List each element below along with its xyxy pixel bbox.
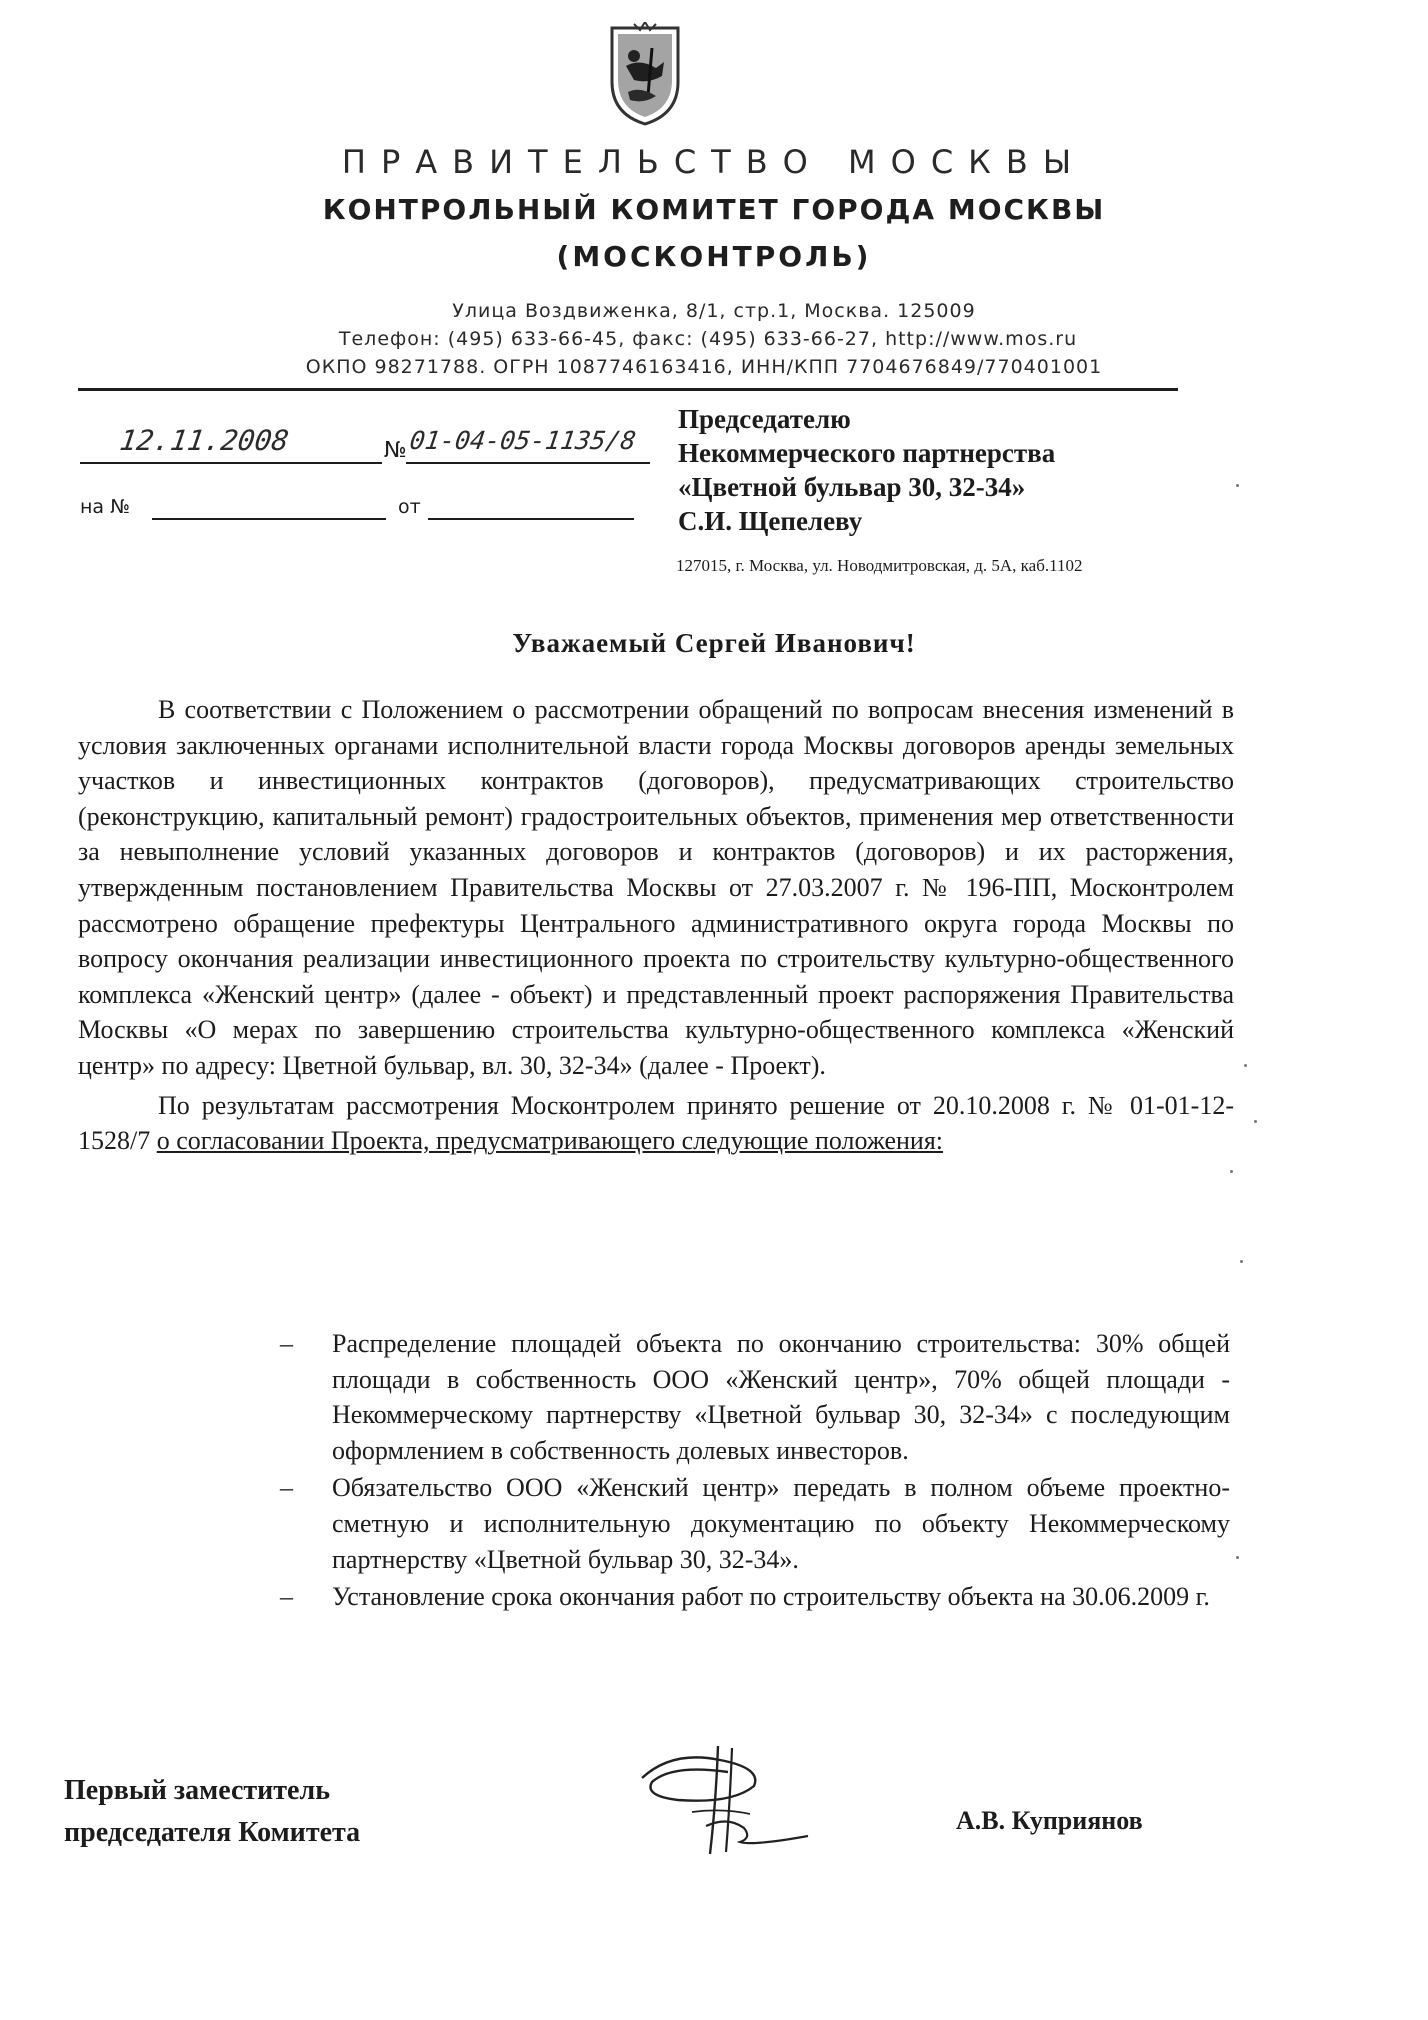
scan-speck: [1254, 1120, 1257, 1123]
list-dash: –: [280, 1473, 293, 1503]
scan-speck: [1236, 484, 1239, 487]
scan-speck: [1230, 1170, 1233, 1173]
signatory-name: А.В. Куприянов: [956, 1806, 1143, 1835]
committee-codes: ОКПО 98271788. ОГРН 1087746163416, ИНН/КПП 7704676849/770401001: [305, 356, 1103, 378]
decision-text: По результатам рассмотрения Москонтролем принято решение от 20.10.2008 г. № 01-01-12-1528/7: [78, 1090, 1234, 1156]
handwritten-signature: [632, 1742, 812, 1862]
list-item: [280, 1579, 1230, 1615]
addressee-address: 127015, г. Москва, ул. Новодмитровская, д. 5А, каб.1102: [676, 556, 1083, 575]
position-line: председателя Комитета: [64, 1817, 361, 1848]
reply-number-blank: [152, 518, 386, 520]
addressee-line: С.И. Щепелеву: [678, 506, 863, 536]
list-item-text: Установление срока окончания работ по строительству объекта на 30.06.2009 г.: [332, 1582, 1210, 1612]
list-item: [280, 1326, 1230, 1468]
addressee-line: «Цветной бульвар 30, 32-34»: [678, 472, 1026, 502]
scan-speck: [1244, 1064, 1247, 1067]
body-paragraph: В соответствии с Положением о рассмотрении обращений по вопросам внесения изменений в условия заключенных органами исполнительной власти города Москвы договоров аренды земельных участков и инвестиционных контрактов (договоров), предусматривающих строительство (реконструкцию, капитальный ремонт) градостроительных объектов, применения мер ответственности за невыполнение условий указанных договоров и контрактов (договоров) и их расторжения, утвержденным постановлением Правительства Москвы от 27.03.2007 г. № 196-ПП, Москонтролем рассмотрено обращение префектуры Центрального административного округа города Москвы по вопросу окончания реализации инвестиционного проекта по строительству культурно-общественного комплекса «Женский центр» (далее - объект) и представленный проект распоряжения Правительства Москвы «О мерах по завершению строительства культурно-общественного комплекса «Женский центр» по адресу: Цветной бульвар, вл. 30, 32-34» (далее - Проект).: [78, 695, 1234, 1080]
reply-from-label: от: [398, 496, 421, 518]
addressee-line: Некоммерческого партнерства: [678, 438, 1056, 468]
government-title: ПРАВИТЕЛЬСТВО МОСКВЫ: [341, 143, 1087, 181]
outgoing-number: 01-04-05-1135/8: [407, 426, 638, 455]
list-dash: –: [280, 1582, 293, 1612]
committee-abbreviation: (МОСКОНТРОЛЬ): [556, 240, 872, 273]
number-underline: [406, 462, 650, 464]
body-paragraph: [78, 1088, 1234, 1159]
addressee-line: Председателю: [678, 404, 851, 434]
letter-body: [78, 692, 1234, 1159]
reply-date-blank: [428, 518, 634, 520]
scan-speck: [1240, 1260, 1243, 1263]
moscow-coat-of-arms-emblem: [604, 22, 686, 128]
committee-title: КОНТРОЛЬНЫЙ КОМИТЕТ ГОРОДА МОСКВЫ: [322, 193, 1106, 226]
decision-underlined-text: о согласовании Проекта, предусматривающего следующие положения:: [156, 1126, 944, 1156]
scan-speck: [1236, 1556, 1239, 1559]
list-dash: –: [280, 1329, 293, 1358]
addressee-block: [678, 402, 1238, 538]
outgoing-date: 12.11.2008: [117, 424, 291, 457]
reply-to-label: на №: [80, 496, 130, 518]
committee-address: Улица Воздвиженка, 8/1, стр.1, Москва. 125009: [452, 300, 976, 322]
list-item: [280, 1470, 1230, 1577]
date-underline: [80, 462, 382, 464]
list-item-text: Распределение площадей объекта по окончанию строительства: 30% общей площади в собственность ООО «Женский центр», 70% общей площади - Некоммерческому партнерству «Цветной бульвар 30, 32-34» с последующим оформлением в собственность долевых инвесторов.: [332, 1329, 1230, 1465]
number-sign: №: [384, 438, 407, 463]
provisions-list: [280, 1326, 1230, 1617]
committee-phones: Телефон: (495) 633-66-45, факс: (495) 633-66-27, http://www.mos.ru: [338, 328, 1078, 350]
signatory-position: [64, 1770, 360, 1854]
header-divider: [78, 388, 1178, 391]
position-line: Первый заместитель: [64, 1775, 330, 1806]
salutation: Уважаемый Сергей Иванович!: [512, 628, 916, 658]
list-item-text: Обязательство ООО «Женский центр» передать в полном объеме проектно-сметную и исполнительную документацию по объекту Некоммерческому партнерству «Цветной бульвар 30, 32-34».: [332, 1473, 1230, 1574]
